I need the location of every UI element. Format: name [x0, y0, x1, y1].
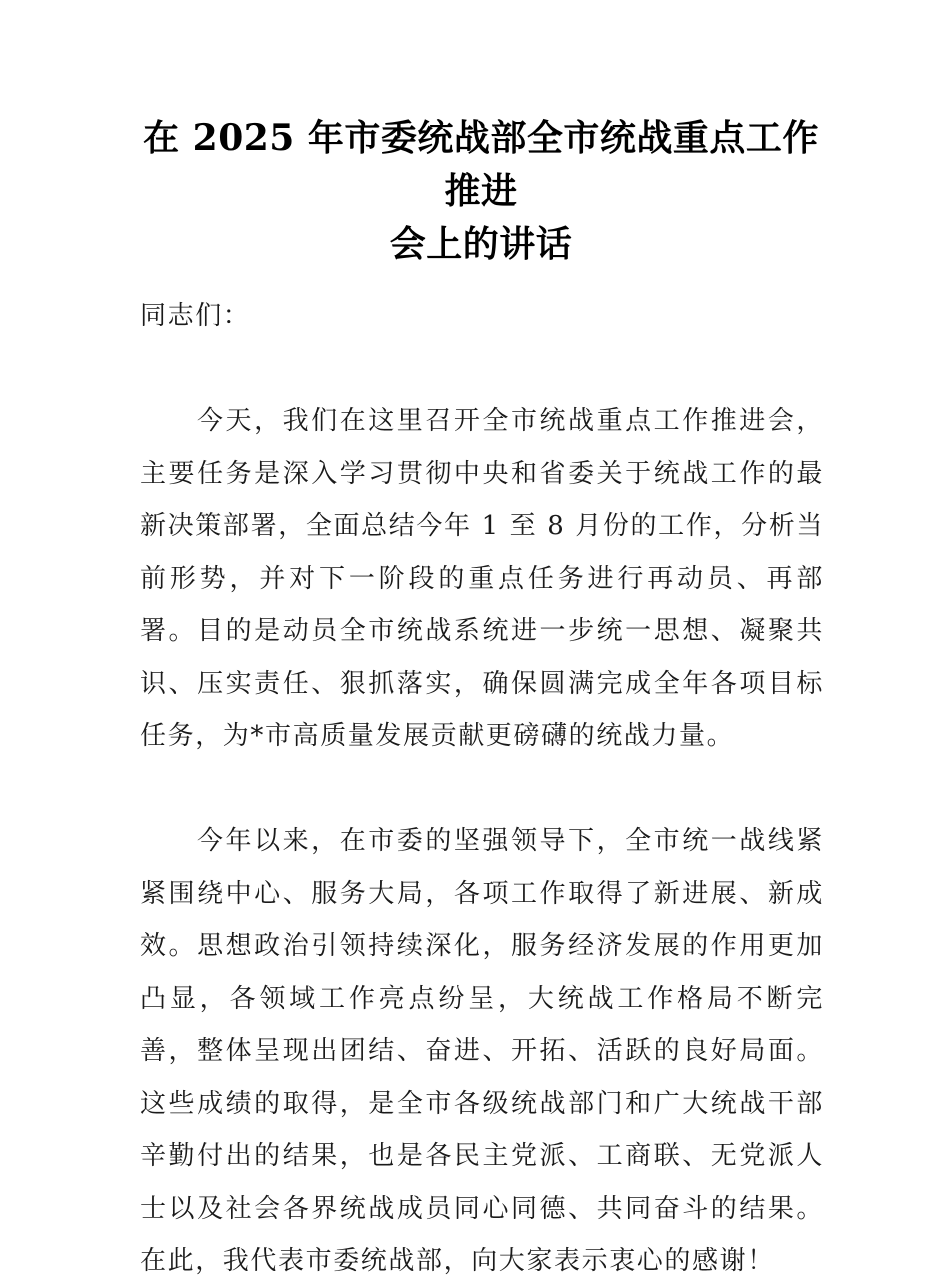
body-paragraph-2: 今年以来，在市委的坚强领导下，全市统一战线紧紧围绕中心、服务大局，各项工作取得了新进展、新成效。思想政治引领持续深化，服务经济发展的作用更加凸显，各领域工作亮点纷呈，大统战工作格局不断完善，整体呈现出团结、奋进、开拓、活跃的良好局面。这些成绩的取得，是全市各级统战部门和广大统战干部辛勤付出的结果，也是各民主党派、工商联、无党派人士以及社会各界统战成员同心同德、共同奋斗的结果。在此，我代表市委统战部，向大家表示衷心的感谢！: [140, 826, 824, 1276]
page-title-line-2: 会上的讲话: [389, 223, 573, 265]
paragraph-spacer: [140, 343, 824, 396]
body-paragraph-1: 今天，我们在这里召开全市统战重点工作推进会，主要任务是深入学习贯彻中央和省委关于统战工作的最新决策部署，全面总结今年 1 至 8 月份的工作，分析当前形势，并对下一阶段的重点任务进行再动员、再部署。目的是动员全市统战系统进一步统一思想、凝聚共识、压实责任、狠抓落实，确保圆满完成全年各项目标任务，为*市高质量发展贡献更磅礴的统战力量。: [140, 406, 824, 751]
salutation: 同志们：: [140, 301, 251, 331]
page-title-line-1: 在 2025 年市委统战部全市统战重点工作推进: [143, 117, 819, 212]
paragraph-spacer: [140, 763, 824, 816]
page-title: [140, 112, 822, 271]
document-body: [140, 290, 824, 1288]
